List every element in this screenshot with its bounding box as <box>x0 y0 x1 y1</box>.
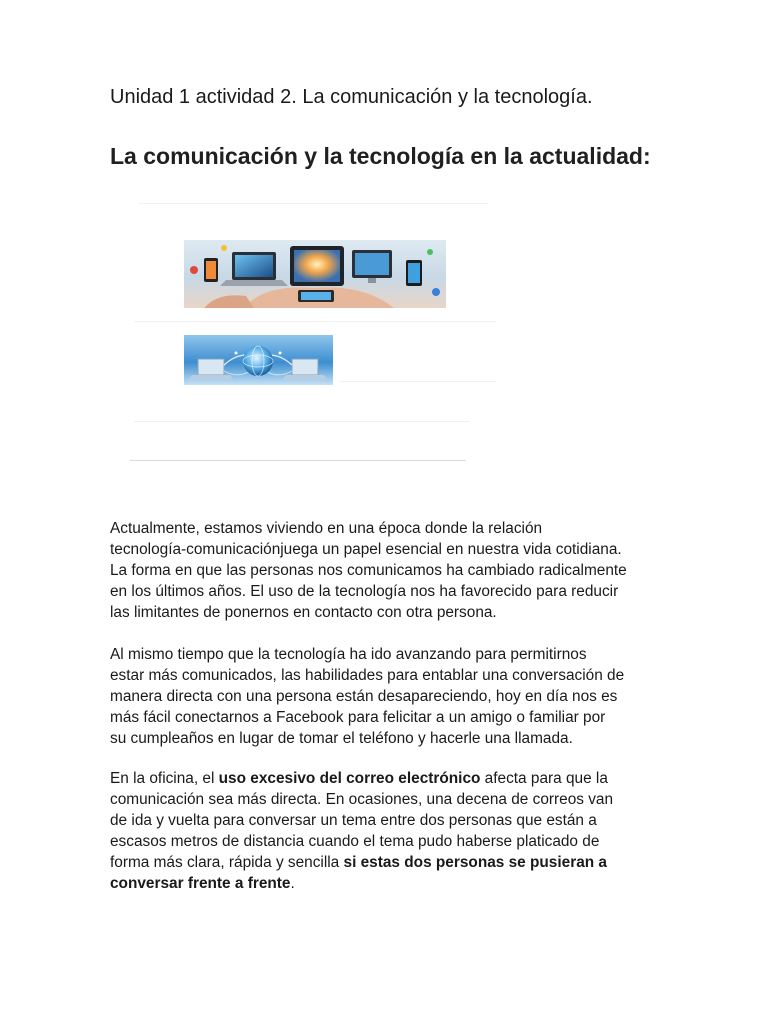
text-run: En la oficina, el <box>110 770 219 787</box>
paragraph-line: más fácil conectarnos a Facebook para felicitar a un amigo o familiar por <box>110 709 606 726</box>
bold-text: conversar frente a frente <box>110 875 291 892</box>
faint-line <box>134 321 496 322</box>
paragraph-line: manera directa con una persona están desapareciendo, hoy en día nos es <box>110 688 618 705</box>
paragraph-line <box>110 768 670 789</box>
paragraph-1 <box>110 518 670 623</box>
paragraph-line: su cumpleaños en lugar de tomar el teléfono y hacerle una llamada. <box>110 730 573 747</box>
devices-in-hands-image <box>184 240 446 308</box>
bold-text: si estas dos personas se pusieran a <box>343 854 607 871</box>
paragraph-line: de ida y vuelta para conversar un tema entre dos personas que están a <box>110 812 597 829</box>
paragraph-line: Al mismo tiempo que la tecnología ha ido avanzando para permitirnos <box>110 646 587 663</box>
paragraph-2 <box>110 644 670 749</box>
faint-line <box>138 203 488 204</box>
text-run: forma más clara, rápida y sencilla <box>110 854 344 871</box>
paragraph-line: estar más comunicados, las habilidades para entablar una conversación de <box>110 667 625 684</box>
paragraph-line: escasos metros de distancia cuando el tema pudo haberse platicado de <box>110 833 600 850</box>
faint-line <box>134 421 470 422</box>
paragraph-line: La forma en que las personas nos comunicamos ha cambiado radicalmente <box>110 562 627 579</box>
paragraph-3 <box>110 768 670 894</box>
paragraph-line <box>110 852 670 873</box>
bold-text: uso excesivo del correo electrónico <box>218 770 481 787</box>
paragraph-line: en los últimos años. El uso de la tecnología nos ha favorecido para reducir <box>110 583 619 600</box>
text-run: afecta para que la <box>480 770 608 787</box>
image-block <box>130 195 470 463</box>
paragraph-line: las limitantes de ponernos en contacto con otra persona. <box>110 604 497 621</box>
faint-line <box>340 381 496 382</box>
divider <box>130 460 466 461</box>
main-heading: La comunicación y la tecnología en la actualidad: <box>110 143 651 169</box>
globe-network-image <box>184 335 333 385</box>
paragraph-line: Actualmente, estamos viviendo en una época donde la relación <box>110 520 543 537</box>
unit-title: Unidad 1 actividad 2. La comunicación y la tecnología. <box>110 86 593 108</box>
paragraph-line <box>110 873 670 894</box>
text-run: . <box>290 875 295 892</box>
paragraph-line: comunicación sea más directa. En ocasiones, una decena de correos van <box>110 791 614 808</box>
paragraph-line: tecnología-comunicaciónjuega un papel esencial en nuestra vida cotidiana. <box>110 541 622 558</box>
